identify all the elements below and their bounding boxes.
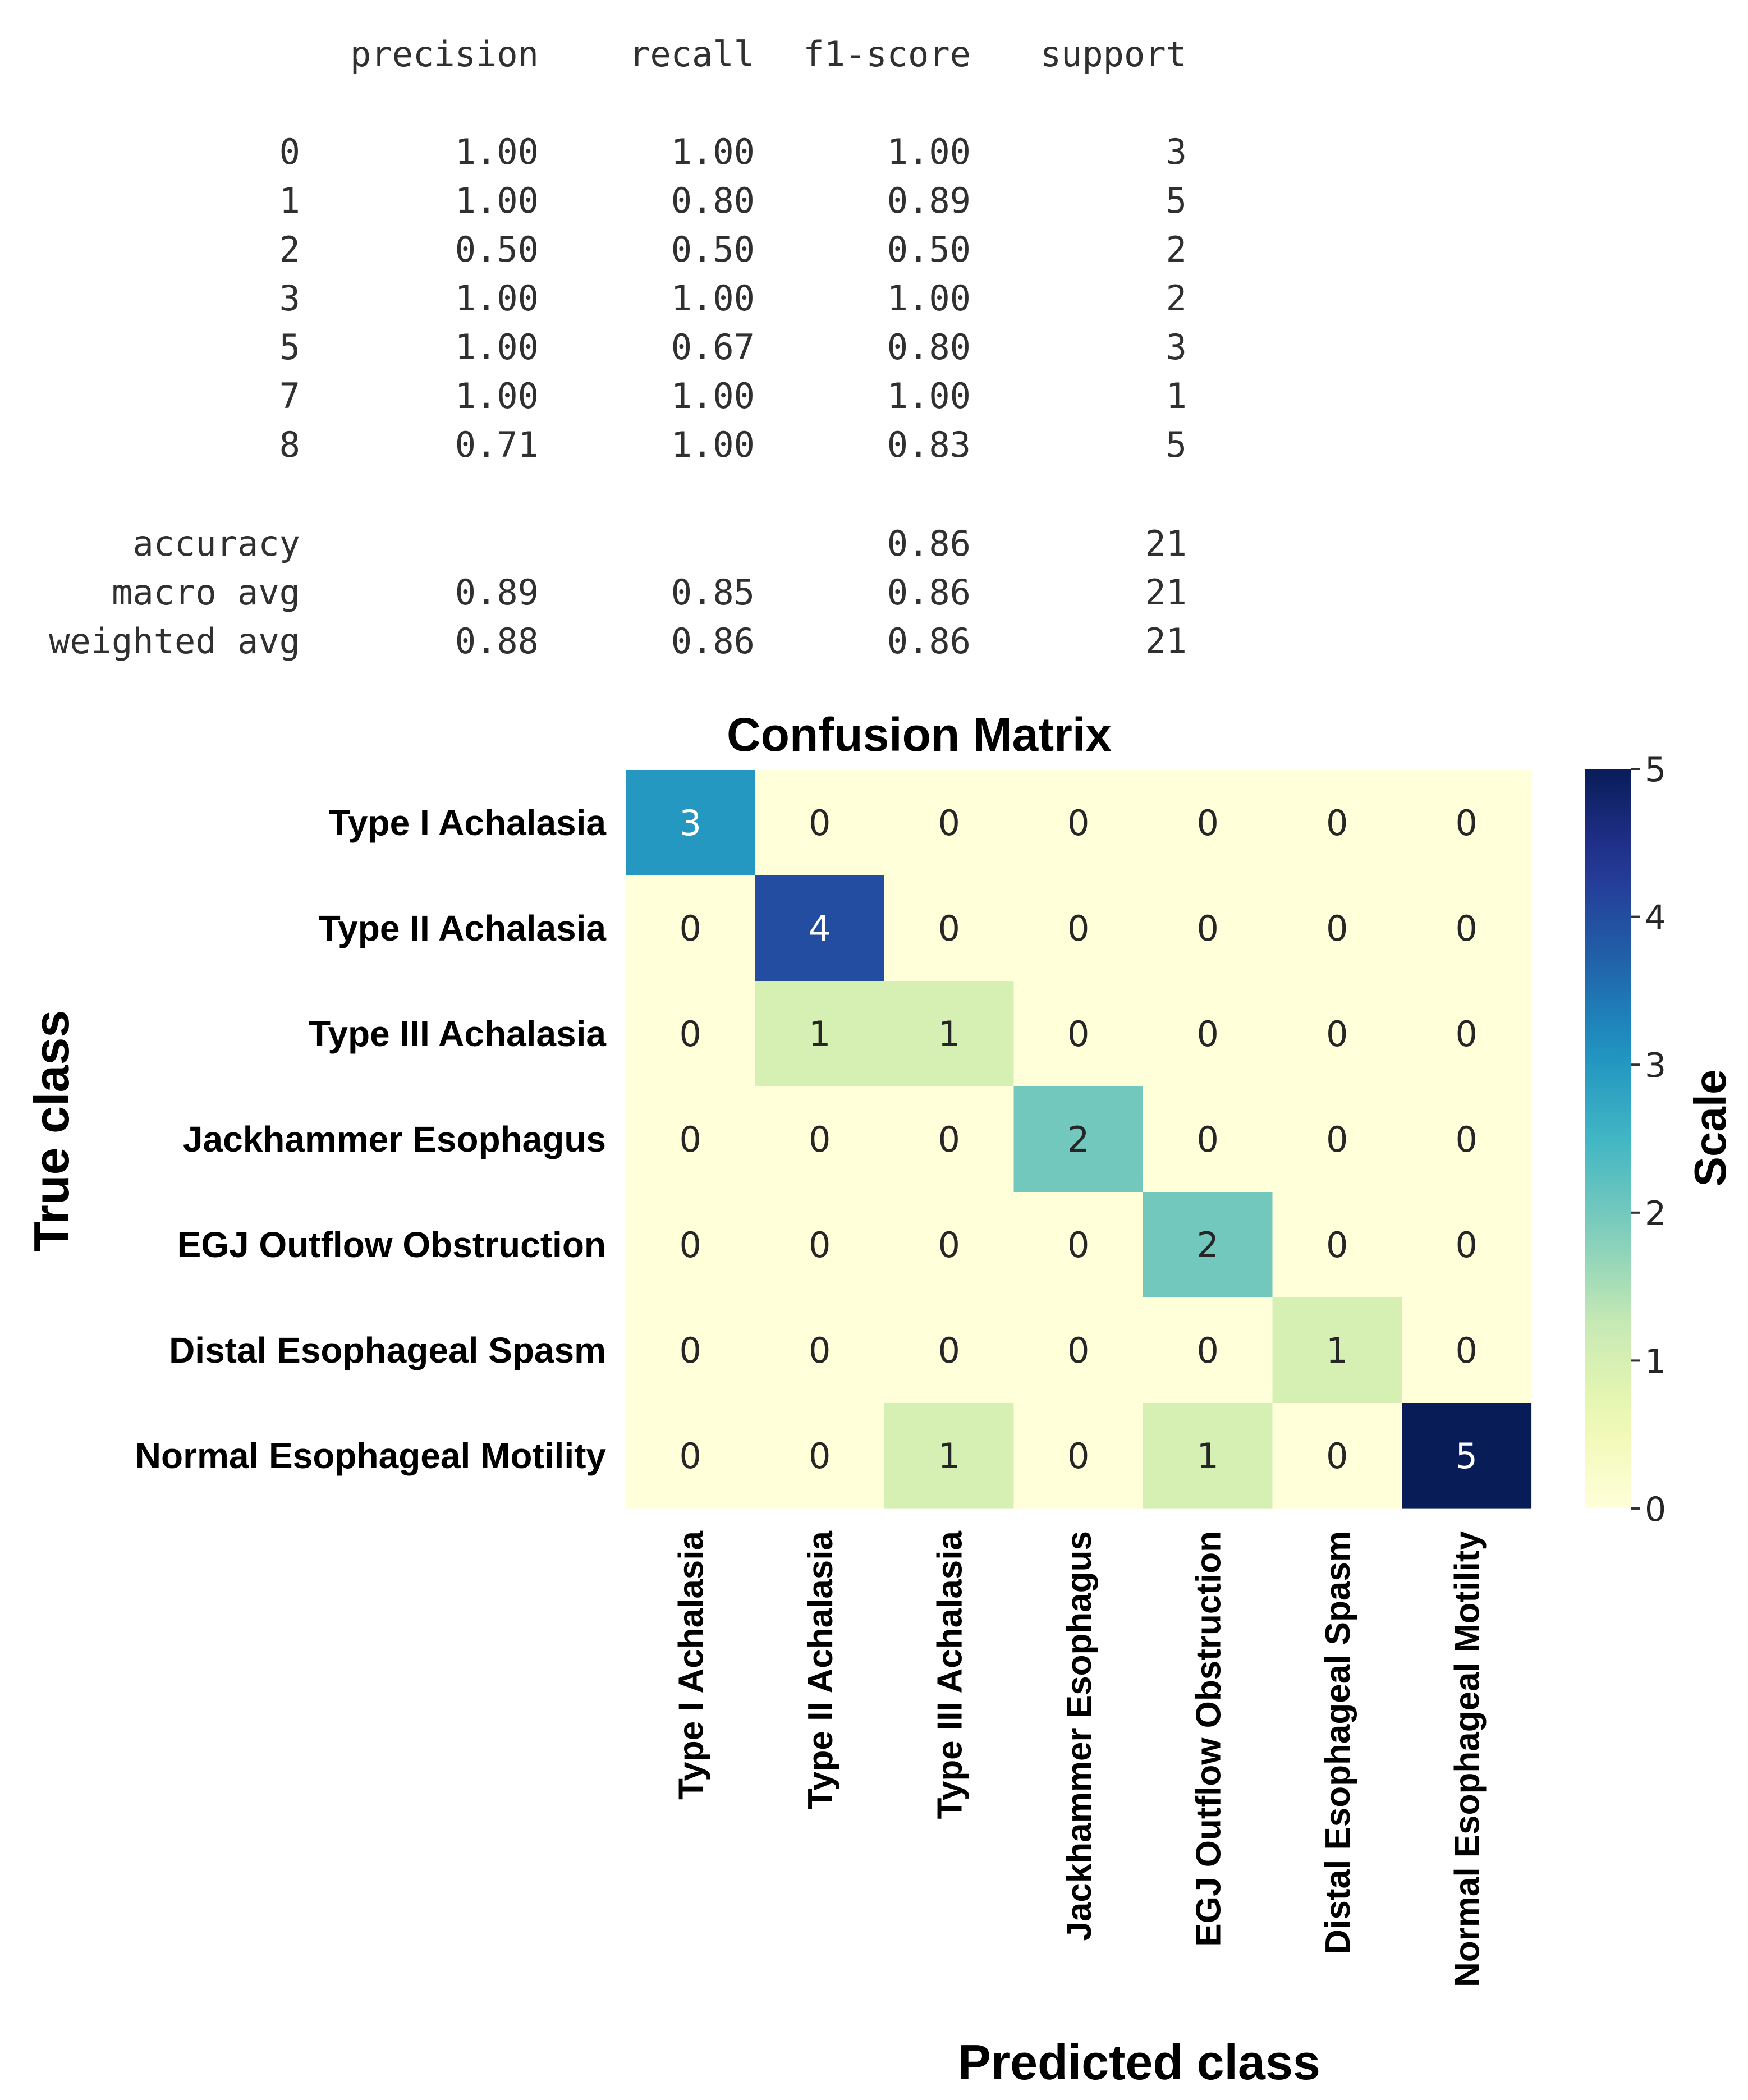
report-summary-recall: 0.85 — [671, 572, 755, 613]
report-cell-recall: 0.80 — [671, 180, 755, 221]
heatmap-cells — [626, 770, 1531, 1509]
heatmap-cell-value: 0 — [1196, 803, 1219, 843]
report-cell-support: 2 — [1166, 229, 1187, 270]
heatmap-cell-value: 1 — [1326, 1330, 1348, 1371]
report-summary-support: 21 — [1145, 621, 1187, 662]
report-cell-recall: 1.00 — [671, 131, 755, 172]
report-cell-label: 5 — [279, 327, 300, 368]
heatmap-cell-value: 0 — [938, 908, 960, 949]
report-cell-label: 7 — [279, 375, 300, 416]
report-cell-support: 5 — [1166, 180, 1187, 221]
report-summary-f1: 0.86 — [887, 572, 971, 613]
report-summary-support: 21 — [1145, 572, 1187, 613]
report-cell-recall: 1.00 — [671, 278, 755, 319]
heatmap-cell-value: 0 — [938, 1330, 960, 1371]
report-cell-precision: 0.71 — [455, 424, 539, 465]
report-header-precision: precision — [350, 34, 539, 75]
report-cell-f1: 0.50 — [887, 229, 971, 270]
y-tick-label: Distal Esophageal Spasm — [169, 1330, 606, 1370]
heatmap-cell-value: 0 — [1067, 1014, 1090, 1054]
heatmap-cell-value: 0 — [1326, 908, 1348, 949]
report-cell-recall: 1.00 — [671, 375, 755, 416]
report-cell-recall: 1.00 — [671, 424, 755, 465]
report-cell-support: 3 — [1166, 327, 1187, 368]
report-cell-label: 0 — [279, 131, 300, 172]
heatmap-cell-value: 0 — [679, 1436, 701, 1477]
report-summary-f1: 0.86 — [887, 523, 971, 564]
heatmap-cell-value: 0 — [1067, 803, 1090, 843]
heatmap-cell-value: 0 — [1326, 1119, 1348, 1160]
heatmap-cell-value: 2 — [1196, 1225, 1219, 1265]
report-header-recall: recall — [629, 34, 755, 75]
heatmap-cell-value: 0 — [1455, 908, 1478, 949]
heatmap-cell-value: 5 — [1455, 1436, 1478, 1477]
report-cell-recall: 0.50 — [671, 229, 755, 270]
colorbar — [1585, 750, 1666, 1529]
heatmap-cell-value: 0 — [1326, 1436, 1348, 1477]
report-summary-recall: 0.86 — [671, 621, 755, 662]
y-tick-label: Jackhammer Esophagus — [182, 1119, 606, 1159]
report-cell-label: 2 — [279, 229, 300, 270]
heatmap-cell-value: 0 — [1067, 1436, 1090, 1477]
report-summary-label: weighted avg — [49, 621, 300, 662]
classification-report — [0, 0, 1748, 673]
x-tick-label: Jackhammer Esophagus — [1059, 1531, 1099, 1941]
x-tick-labels — [672, 1530, 1487, 1987]
report-cell-f1: 0.80 — [887, 327, 971, 368]
heatmap-cell-value: 0 — [1067, 1330, 1090, 1371]
heatmap-cell-value: 0 — [1455, 1119, 1478, 1160]
colorbar-label: Scale — [1685, 1069, 1735, 1187]
heatmap-cell-value: 0 — [1326, 1014, 1348, 1054]
colorbar-tick-label: 4 — [1645, 898, 1667, 938]
report-summary-label: accuracy — [132, 523, 300, 564]
report-summary-precision: 0.89 — [455, 572, 539, 613]
heatmap-cell-value: 0 — [1455, 1225, 1478, 1265]
x-tick-label: Type I Achalasia — [672, 1531, 711, 1800]
report-cell-precision: 1.00 — [455, 327, 539, 368]
y-tick-label: EGJ Outflow Obstruction — [177, 1225, 606, 1265]
y-tick-label: Type I Achalasia — [328, 803, 606, 843]
heatmap-cell-value: 0 — [809, 803, 831, 843]
report-cell-precision: 0.50 — [455, 229, 539, 270]
heatmap-cell-value: 0 — [679, 1014, 701, 1054]
heatmap-cell-value: 0 — [938, 1225, 960, 1265]
heatmap-cell-value: 0 — [1455, 1014, 1478, 1054]
report-cell-label: 1 — [279, 180, 300, 221]
heatmap-cell-value: 1 — [809, 1014, 831, 1054]
colorbar-gradient — [1585, 769, 1631, 1508]
report-summary-precision: 0.88 — [455, 621, 539, 662]
y-tick-labels — [135, 803, 607, 1476]
heatmap-cell-value: 0 — [938, 803, 960, 843]
heatmap-cell-value: 0 — [1196, 1330, 1219, 1371]
report-header-f1: f1-score — [803, 34, 971, 75]
heatmap-cell-value: 0 — [1067, 908, 1090, 949]
heatmap-cell-value: 0 — [679, 908, 701, 949]
report-summary-support: 21 — [1145, 523, 1187, 564]
heatmap-cell-value: 0 — [1326, 803, 1348, 843]
report-cell-f1: 0.83 — [887, 424, 971, 465]
report-cell-f1: 1.00 — [887, 278, 971, 319]
report-cell-f1: 1.00 — [887, 131, 971, 172]
heatmap-cell-value: 0 — [1326, 1225, 1348, 1265]
report-cell-f1: 0.89 — [887, 180, 971, 221]
heatmap-cell-value: 0 — [679, 1119, 701, 1160]
report-cell-precision: 1.00 — [455, 278, 539, 319]
y-tick-label: Type II Achalasia — [318, 908, 606, 948]
report-cell-label: 8 — [279, 424, 300, 465]
heatmap-cell-value: 0 — [1455, 1330, 1478, 1371]
x-tick-label: Type III Achalasia — [930, 1531, 970, 1819]
x-tick-label: Normal Esophageal Motility — [1448, 1531, 1487, 1988]
heatmap-cell-value: 0 — [1196, 1014, 1219, 1054]
report-cell-recall: 0.67 — [671, 327, 755, 368]
report-summary-label: macro avg — [112, 572, 300, 613]
chart-title: Confusion Matrix — [727, 708, 1112, 761]
colorbar-tick-label: 2 — [1645, 1194, 1667, 1234]
report-cell-precision: 1.00 — [455, 375, 539, 416]
x-tick-label: EGJ Outflow Obstruction — [1189, 1531, 1228, 1947]
heatmap-cell-value: 0 — [679, 1225, 701, 1265]
heatmap-cell-value: 1 — [1196, 1436, 1219, 1477]
heatmap-cell-value: 0 — [1455, 803, 1478, 843]
heatmap-cell-value: 0 — [1196, 908, 1219, 949]
y-tick-label: Type III Achalasia — [309, 1014, 606, 1054]
heatmap-cell-value: 1 — [938, 1436, 960, 1477]
x-tick-label: Distal Esophageal Spasm — [1318, 1531, 1357, 1955]
heatmap-cell-value: 0 — [809, 1436, 831, 1477]
heatmap-cell-value: 0 — [809, 1330, 831, 1371]
heatmap-cell-value: 4 — [809, 908, 831, 949]
report-cell-label: 3 — [279, 278, 300, 319]
colorbar-tick-label: 0 — [1645, 1490, 1667, 1529]
colorbar-tick-label: 5 — [1645, 750, 1667, 790]
heatmap-cell-value: 3 — [679, 803, 701, 843]
colorbar-tick-label: 3 — [1645, 1046, 1667, 1086]
heatmap-cell-value: 0 — [938, 1119, 960, 1160]
report-cell-support: 1 — [1166, 375, 1187, 416]
x-axis-label: Predicted class — [958, 2034, 1320, 2090]
report-cell-f1: 1.00 — [887, 375, 971, 416]
report-cell-precision: 1.00 — [455, 180, 539, 221]
report-summary-f1: 0.86 — [887, 621, 971, 662]
heatmap-cell-value: 2 — [1067, 1119, 1090, 1160]
report-cell-support: 3 — [1166, 131, 1187, 172]
heatmap-cell-value: 0 — [809, 1225, 831, 1265]
report-header-support: support — [1040, 34, 1187, 75]
report-cell-precision: 1.00 — [455, 131, 539, 172]
y-tick-label: Normal Esophageal Motility — [135, 1436, 606, 1476]
y-axis-label: True class — [24, 1010, 79, 1252]
heatmap-cell-value: 0 — [1196, 1119, 1219, 1160]
heatmap-cell-value: 0 — [1067, 1225, 1090, 1265]
report-cell-support: 2 — [1166, 278, 1187, 319]
heatmap-cell-value: 1 — [938, 1014, 960, 1054]
x-tick-label: Type II Achalasia — [801, 1531, 840, 1810]
heatmap-cell-value: 0 — [809, 1119, 831, 1160]
report-cell-support: 5 — [1166, 424, 1187, 465]
colorbar-tick-label: 1 — [1645, 1342, 1667, 1382]
heatmap-cell-value: 0 — [679, 1330, 701, 1371]
